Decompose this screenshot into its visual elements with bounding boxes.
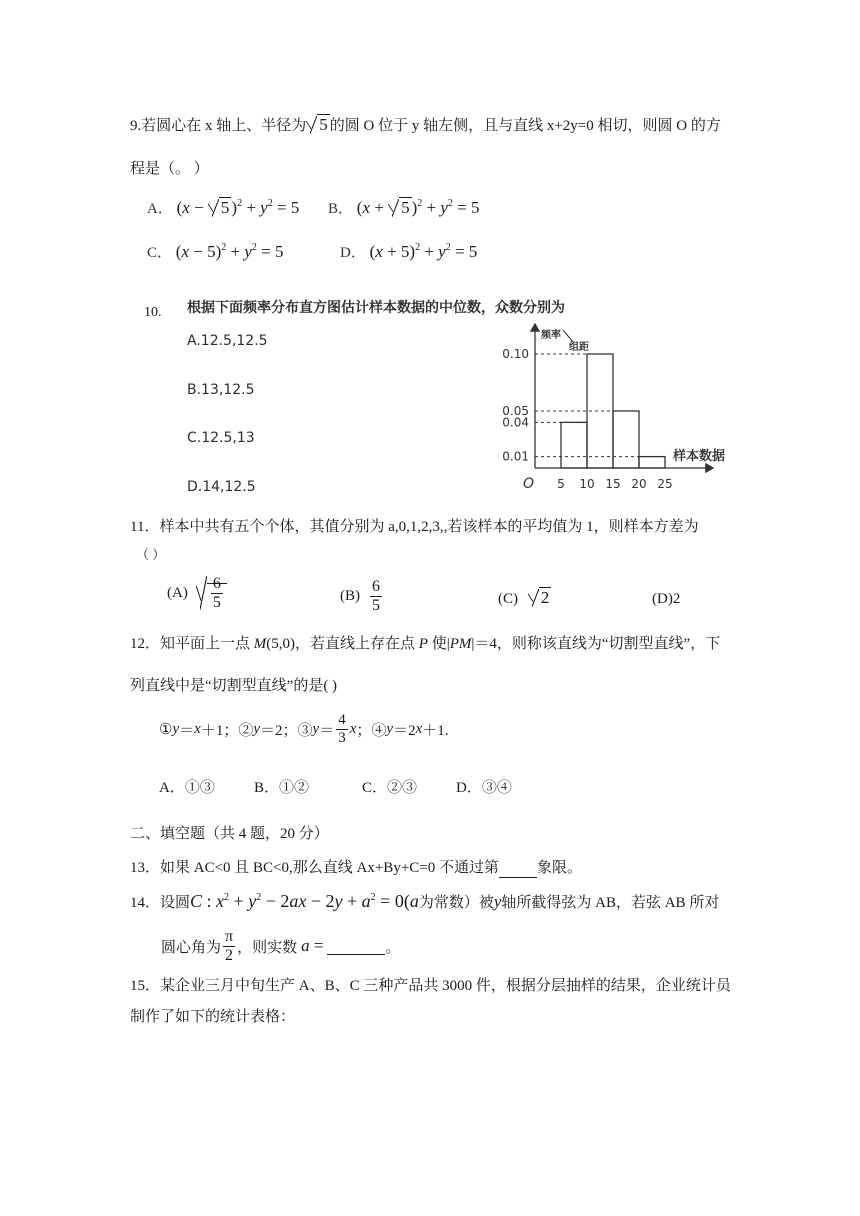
q9-sqrt — [306, 115, 330, 135]
histogram-bar — [639, 457, 665, 468]
y-tick-label: 0.04 — [502, 415, 529, 430]
q10-prompt: 根据下面频率分布直方图估计样本数据的中位数，众数分别为 — [187, 300, 565, 316]
q15-line1: 15．某企业三月中旬生产 A、B、C 三种产品共 3000 件，根据分层抽样的结果，企业统计员 — [130, 978, 731, 994]
q9-opt-b-label: B． — [328, 201, 354, 217]
x-tick-label: 25 — [657, 477, 673, 491]
q9-opt-b-formula: (x + 5 )$^2 + y^2 = 5$ — [356, 198, 480, 217]
x-tick-label: 20 — [631, 477, 647, 491]
q9-option-c — [147, 241, 283, 262]
q9-opt-a-formula: (x − 5 )$^2 + y^2 = 5$ — [176, 198, 300, 217]
q12-line2: 列直线中是“切割型直线”的是( ) — [130, 678, 338, 694]
q12-option-d: D．③④ — [456, 780, 512, 796]
q9-opt-a-label: A． — [147, 201, 173, 217]
y-axis-label-top: 频率 — [541, 330, 561, 341]
x-tick-label: 5 — [557, 477, 565, 491]
q14-line1: 14．设圆C : $x^2 + y^2 - 2ax - 2y + a^2 = 0(a$为常数）被y轴所截得弦为 AB，若弦 AB 所对 — [130, 891, 720, 911]
q14-blank — [327, 937, 385, 955]
q9-text-a: 9.若圆心在 x 轴上、半径为 — [130, 118, 307, 134]
x-axis-label: 样本数据 — [673, 449, 726, 464]
y-axis-label-bottom: 组距 — [569, 342, 589, 353]
q11-opt-a-label: (A) — [167, 584, 188, 601]
q14-line2: 圆心角为 $\frac{\pi}{2}$ ，则实数 a = 。 — [161, 928, 401, 964]
q9-opt-d-label: D． — [340, 245, 366, 261]
q11-opt-b-fraction: $\frac{6}{5}$ — [372, 578, 380, 614]
section-heading: 二、填空题（共 4 题，20 分） — [130, 826, 329, 842]
q9-line1 — [130, 114, 721, 135]
q11-option-b — [340, 578, 384, 614]
q9-option-b — [328, 197, 479, 218]
q12-line1: 12．知平面上一点 M(5,0)，若直线上存在点 P 使|PM|＝4，则称该直线为“切割型直线”，下 — [130, 636, 721, 652]
y-axis-label-slash — [563, 330, 573, 342]
histogram-bar — [561, 422, 587, 468]
q11-option-a — [167, 575, 227, 611]
q9-text-b: 的圆 O 位于 y 轴左侧，且与直线 x+2y=0 相切，则圆 O 的方 — [329, 118, 721, 134]
q11-option-c — [498, 588, 551, 608]
q15-line2: 制作了如下的统计表格： — [130, 1009, 296, 1025]
q10-option-c: C.12.5,13 — [187, 430, 255, 446]
y-tick-label: 0.10 — [502, 347, 529, 361]
q12-option-b: B．①② — [254, 780, 310, 796]
q12-items: ① y ＝ x ＋1；② y ＝2；③ y ＝ $\frac{4}{3}$ x ；④ y ＝2 x ＋1. — [159, 712, 449, 746]
frequency-histogram — [495, 318, 745, 500]
q10-option-b: B.13,12.5 — [187, 382, 255, 398]
q9-opt-c-label: C． — [147, 245, 173, 261]
q11-opt-a-sqrt: $\frac{6}{5}$ — [196, 575, 227, 611]
histogram-bar — [613, 411, 639, 468]
q13-line: 13．如果 AC<0 且 BC<0,那么直线 Ax+By+C=0 不通过第 象限。 — [130, 860, 583, 876]
y-tick-label: 0.05 — [502, 404, 529, 418]
q12-option-c: C．②③ — [362, 780, 418, 796]
q11-line2: （ ） — [136, 547, 166, 562]
q10-number: 10. — [144, 305, 162, 320]
q9-sqrt-value: 5 — [319, 115, 328, 134]
y-tick-label: 0.01 — [502, 449, 529, 464]
q12-option-a: A．①③ — [159, 780, 215, 796]
q11-opt-c-label: (C) — [498, 591, 518, 607]
q9-option-a — [147, 197, 299, 218]
q11-option-d: (D)2 — [652, 591, 681, 607]
q10-option-a: A.12.5,12.5 — [187, 333, 268, 349]
q11-opt-b-label: (B) — [340, 587, 360, 604]
q10-option-d: D.14,12.5 — [187, 479, 256, 495]
q9-line2: 程是（。 ） — [130, 161, 209, 177]
q9-option-d — [340, 241, 477, 262]
q11-line1: 11．样本中共有五个个体，其值分别为 a,0,1,2,3,,若该样本的平均值为 1，则样本方差为 — [130, 519, 699, 535]
q11-opt-c-sqrt: 2 — [528, 588, 552, 608]
origin-label: O — [523, 476, 535, 492]
x-tick-label: 15 — [605, 477, 621, 491]
x-tick-label: 10 — [579, 477, 595, 491]
q9-opt-d-formula: $(x + 5)^2 + y^2 = 5$ — [369, 242, 478, 261]
q13-blank — [499, 860, 537, 878]
q9-opt-c-formula: $(x - 5)^2 + y^2 = 5$ — [175, 242, 284, 261]
